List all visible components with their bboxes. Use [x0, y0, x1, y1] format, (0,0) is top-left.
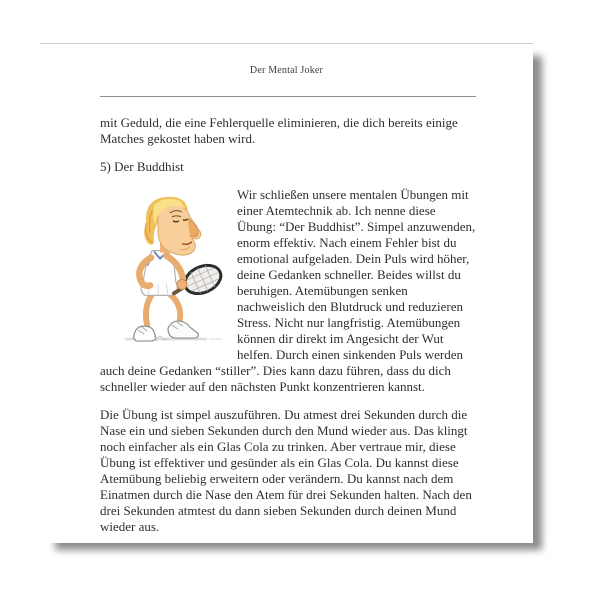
section-heading: 5) Der Buddhist	[100, 159, 184, 174]
page-content	[100, 115, 476, 535]
paragraph-buddhist-text: Wir schließen unsere mentalen Übungen mit einer Atemtechnik ab. Ich nenne diese Übung: “Der Buddhist”. Simpel anzuwenden, enorm effektiv. Nach einem Fehler bist du emotional aufgeladen. Dein Puls wird höher, deine Gedanken schneller. Beides willst du beruhigen. Atemübungen senken nachweislich den Blutdruck und reduzieren Stress. Nicht nur langfristig. Atemübungen können dir direkt im Angesicht der Wut helfen. Durch einen sinkenden Puls werden auch deine Gedanken “stiller”. Dies kann dazu führen, dass du dich schneller wieder auf den nächsten Punkt konzentrieren kannst.	[100, 187, 476, 394]
tennis-player-caricature-svg	[110, 189, 230, 352]
running-header: Der Mental Joker	[249, 65, 324, 76]
tennis-player-caricature-illustration	[110, 189, 230, 352]
paragraph-intro: mit Geduld, die eine Fehlerquelle eliminieren, die dich bereits einige Matches gekostet haben wird.	[100, 115, 458, 146]
header-divider	[100, 96, 476, 97]
paragraph-exercise: Die Übung ist simpel auszuführen. Du atmest drei Sekunden durch die Nase ein und sieben Sekunden durch den Mund wieder aus. Das klingt noch einfacher als ein Glas Cola zu trinken. Aber vertraue mir, diese Übung ist effektiver und gesünder als ein Glas Cola. Du kannst diese Atemübung beliebig erweitern oder verändern. Du kannst nach dem Einatmen durch die Nase den Atem für drei Sekunden halten. Nach den drei Sekunden atmtest du dann sieben Sekunden durch deinen Mund wieder aus.	[100, 407, 472, 534]
book-page	[40, 43, 533, 543]
paragraph-buddhist	[100, 187, 476, 395]
